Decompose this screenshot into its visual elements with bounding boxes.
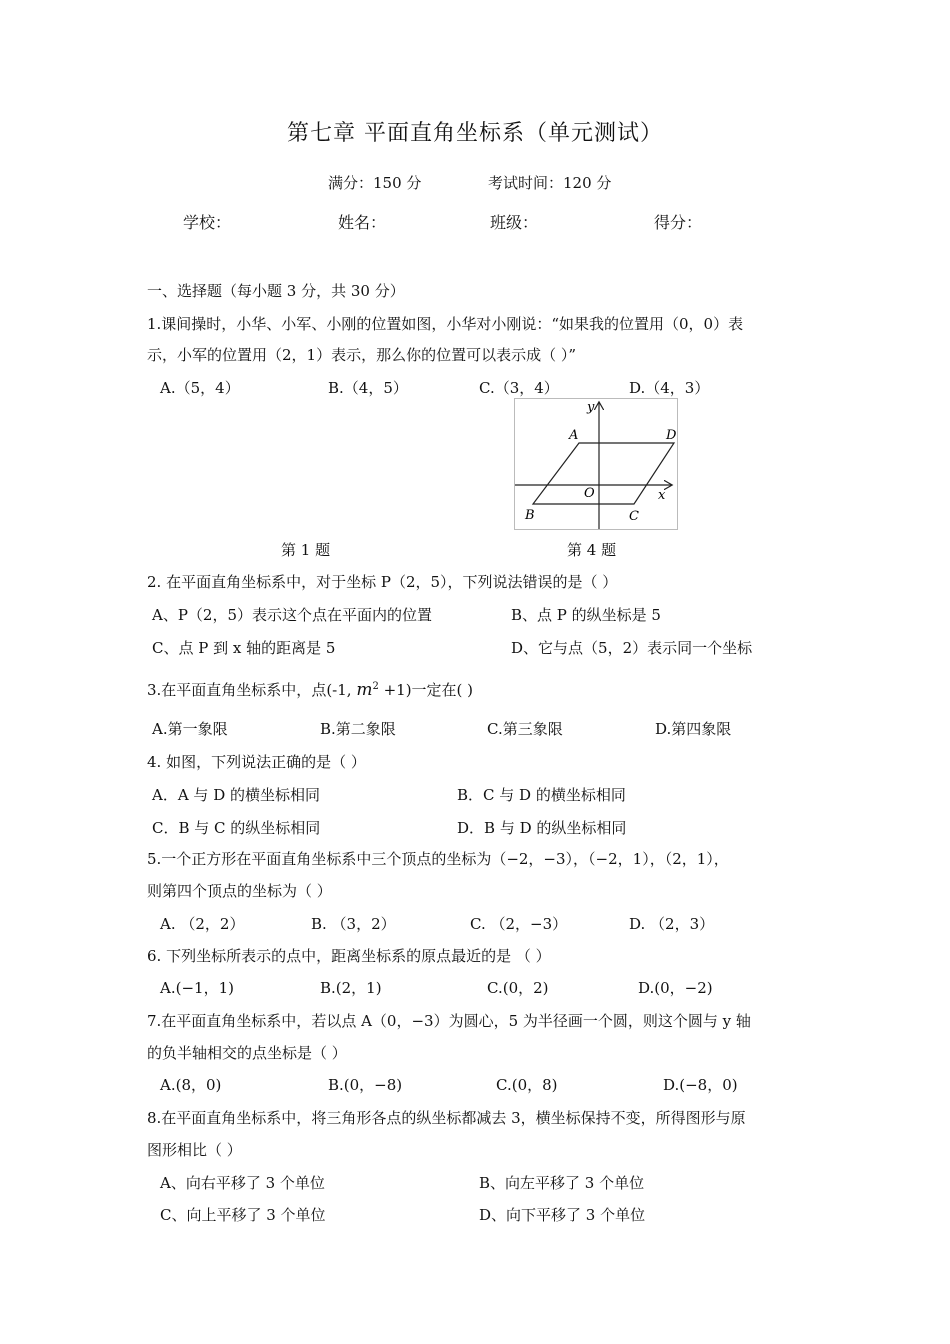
page-title: 第七章 平面直角坐标系（单元测试）: [287, 121, 663, 146]
q1-option-a: A.（5，4）: [160, 379, 240, 397]
origin-label: O: [584, 486, 595, 501]
q6-option-a: A.(−1，1): [160, 979, 234, 997]
figure-caption-q4: 第 4 题: [567, 541, 617, 559]
q3-stem-post: +1)一定在( ): [378, 681, 474, 699]
q5-stem-line1: 5.一个正方形在平面直角坐标系中三个顶点的坐标为（−2，−3），（−2，1），（2，1），: [147, 850, 729, 868]
q8-stem-line1: 8.在平面直角坐标系中，将三角形各点的纵坐标都减去 3，横坐标保持不变，所得图形与原: [147, 1109, 746, 1127]
x-axis-label: x: [658, 488, 666, 503]
point-c-label: C: [629, 509, 639, 524]
class-label: 班级：: [490, 213, 539, 232]
q3-option-c: C.第三象限: [487, 720, 563, 738]
q2-option-d: D、它与点（5，2）表示同一个坐标: [511, 639, 753, 657]
q1-option-c: C.（3，4）: [479, 379, 559, 397]
q5-option-d: D. （2，3）: [629, 915, 715, 933]
q1-option-b: B.（4，5）: [328, 379, 408, 397]
q3-stem-pre: 3.在平面直角坐标系中，点(-1,: [147, 681, 352, 699]
q7-option-c: C.(0，8): [496, 1076, 558, 1094]
q7-stem-line1: 7.在平面直角坐标系中，若以点 A（0，−3）为圆心，5 为半径画一个圆，则这个圆与 y 轴: [147, 1012, 751, 1030]
q7-stem-line2: 的负半轴相交的点坐标是（ ）: [147, 1044, 347, 1062]
figure-caption-q1: 第 1 题: [281, 541, 331, 559]
score-label: 得分：: [654, 213, 703, 232]
q6-option-d: D.(0，−2): [638, 979, 713, 997]
q8-option-b: B、向左平移了 3 个单位: [479, 1174, 645, 1192]
parallelogram: [533, 443, 674, 504]
q3-variable: m: [356, 680, 373, 700]
q8-option-a: A、向右平移了 3 个单位: [160, 1174, 325, 1192]
q1-stem-line1: 1.课间操时，小华、小军、小刚的位置如图，小华对小刚说：“如果我的位置用（0，0）表: [147, 315, 744, 333]
q1-option-d: D.（4，3）: [629, 379, 710, 397]
q5-stem-line2: 则第四个顶点的坐标为（ ）: [147, 882, 332, 900]
q4-option-b: B．C 与 D 的横坐标相同: [457, 786, 626, 804]
point-b-label: B: [525, 508, 535, 523]
q1-stem-line2: 示，小军的位置用（2，1）表示，那么你的位置可以表示成（ ）”: [147, 346, 577, 364]
q6-option-b: B.(2，1): [320, 979, 382, 997]
name-label: 姓名：: [338, 213, 387, 232]
q7-option-d: D.(−8，0): [663, 1076, 738, 1094]
q2-option-b: B、点 P 的纵坐标是 5: [511, 606, 661, 624]
full-score: 满分：150 分: [328, 174, 422, 192]
figure-q4: [514, 398, 678, 530]
y-axis-label: y: [587, 400, 595, 415]
q2-stem: 2. 在平面直角坐标系中，对于坐标 P（2，5），下列说法错误的是（ ）: [147, 573, 618, 591]
q5-option-b: B. （3，2）: [311, 915, 396, 933]
point-d-label: D: [666, 428, 677, 443]
q5-option-a: A. （2，2）: [160, 915, 245, 933]
q3-stem: [147, 679, 473, 700]
q7-option-b: B.(0，−8): [328, 1076, 403, 1094]
parallelogram-diagram: [515, 399, 677, 529]
q6-stem: 6. 下列坐标所表示的点中，距离坐标系的原点最近的是 （ ）: [147, 947, 551, 965]
q4-option-d: D．B 与 D 的纵坐标相同: [457, 819, 627, 837]
q3-option-d: D.第四象限: [655, 720, 732, 738]
q5-option-c: C. （2，−3）: [470, 915, 568, 933]
q2-option-a: A、P（2，5）表示这个点在平面内的位置: [152, 606, 433, 624]
q8-option-c: C、向上平移了 3 个单位: [160, 1206, 326, 1224]
q4-option-c: C．B 与 C 的纵坐标相同: [152, 819, 321, 837]
q4-stem: 4. 如图，下列说法正确的是（ ）: [147, 753, 366, 771]
q2-option-c: C、点 P 到 x 轴的距离是 5: [152, 639, 336, 657]
q3-option-b: B.第二象限: [320, 720, 396, 738]
point-a-label: A: [569, 428, 579, 443]
school-label: 学校：: [183, 213, 232, 232]
section-heading: 一、选择题（每小题 3 分，共 30 分）: [147, 282, 405, 300]
q3-exponent: 2: [372, 681, 379, 692]
q7-option-a: A.(8，0): [160, 1076, 222, 1094]
q3-option-a: A.第一象限: [152, 720, 228, 738]
q4-option-a: A．A 与 D 的横坐标相同: [152, 786, 320, 804]
q8-stem-line2: 图形相比（ ）: [147, 1141, 242, 1159]
q6-option-c: C.(0，2): [487, 979, 549, 997]
q8-option-d: D、向下平移了 3 个单位: [479, 1206, 646, 1224]
exam-time: 考试时间：120 分: [488, 174, 612, 192]
